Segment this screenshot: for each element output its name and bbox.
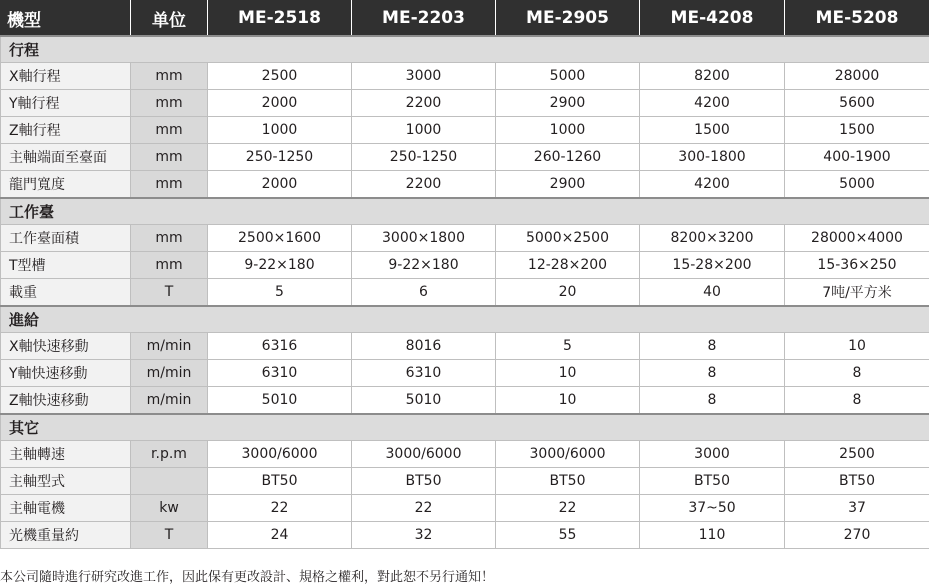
section-header-row	[1, 36, 929, 63]
value-cell: 2000	[208, 171, 352, 199]
value-cell: 1500	[640, 117, 785, 144]
row-unit: m/min	[131, 360, 208, 387]
row-unit: mm	[131, 90, 208, 117]
value-cell: 1000	[208, 117, 352, 144]
value-cell: 5600	[785, 90, 929, 117]
value-cell: 6310	[208, 360, 352, 387]
section-title: 進給	[1, 306, 929, 333]
section-title: 工作臺	[1, 198, 929, 225]
value-cell: 8	[640, 387, 785, 415]
value-cell: 20	[496, 279, 640, 307]
header-model-2: ME-2203	[352, 1, 496, 37]
table-row	[1, 441, 929, 468]
value-cell: 250-1250	[352, 144, 496, 171]
value-cell: 5010	[208, 387, 352, 415]
row-label: 工作臺面積	[1, 225, 131, 252]
value-cell: 260-1260	[496, 144, 640, 171]
value-cell: 6	[352, 279, 496, 307]
section-title: 其它	[1, 414, 929, 441]
value-cell: 8	[785, 387, 929, 415]
row-unit: r.p.m	[131, 441, 208, 468]
value-cell: 270	[785, 522, 929, 549]
value-cell: 4200	[640, 90, 785, 117]
value-cell: 22	[352, 495, 496, 522]
table-row	[1, 63, 929, 90]
table-row	[1, 144, 929, 171]
row-label: Z軸快速移動	[1, 387, 131, 415]
row-label: 主軸轉速	[1, 441, 131, 468]
value-cell: 5000×2500	[496, 225, 640, 252]
value-cell: 7吨/平方米	[785, 279, 929, 307]
section-header-row	[1, 414, 929, 441]
value-cell: 300-1800	[640, 144, 785, 171]
section-header-row	[1, 306, 929, 333]
value-cell: 9-22×180	[208, 252, 352, 279]
value-cell: 22	[496, 495, 640, 522]
value-cell: 28000	[785, 63, 929, 90]
value-cell: 32	[352, 522, 496, 549]
table-row	[1, 279, 929, 307]
header-unit-label: 单位	[131, 1, 208, 37]
value-cell: BT50	[208, 468, 352, 495]
table-row	[1, 495, 929, 522]
value-cell: 3000/6000	[208, 441, 352, 468]
table-row	[1, 117, 929, 144]
header-model-label: 機型	[1, 1, 131, 37]
row-unit: m/min	[131, 333, 208, 360]
value-cell: 40	[640, 279, 785, 307]
value-cell: 1500	[785, 117, 929, 144]
value-cell: 3000	[352, 63, 496, 90]
value-cell: 3000	[640, 441, 785, 468]
row-label: Y軸行程	[1, 90, 131, 117]
value-cell: 10	[496, 387, 640, 415]
row-unit: T	[131, 279, 208, 307]
header-model-4: ME-4208	[640, 1, 785, 37]
value-cell: 5	[208, 279, 352, 307]
row-unit: mm	[131, 144, 208, 171]
value-cell: 28000×4000	[785, 225, 929, 252]
value-cell: 22	[208, 495, 352, 522]
row-label: 主軸型式	[1, 468, 131, 495]
table-row	[1, 468, 929, 495]
value-cell: 1000	[352, 117, 496, 144]
table-row	[1, 360, 929, 387]
value-cell: 2500	[785, 441, 929, 468]
header-row	[1, 1, 929, 37]
row-unit: mm	[131, 252, 208, 279]
value-cell: BT50	[496, 468, 640, 495]
row-label: 主軸端面至臺面	[1, 144, 131, 171]
row-unit: mm	[131, 117, 208, 144]
value-cell: 8200	[640, 63, 785, 90]
value-cell: 3000×1800	[352, 225, 496, 252]
table-row	[1, 522, 929, 549]
value-cell: 2200	[352, 171, 496, 199]
value-cell: 8	[785, 360, 929, 387]
value-cell: BT50	[640, 468, 785, 495]
row-unit: kw	[131, 495, 208, 522]
row-unit: mm	[131, 171, 208, 199]
value-cell: 5010	[352, 387, 496, 415]
row-label: 主軸電機	[1, 495, 131, 522]
row-label: T型槽	[1, 252, 131, 279]
table-row	[1, 90, 929, 117]
value-cell: 2900	[496, 90, 640, 117]
value-cell: 9-22×180	[352, 252, 496, 279]
value-cell: 1000	[496, 117, 640, 144]
section-header-row	[1, 198, 929, 225]
row-unit: m/min	[131, 387, 208, 415]
value-cell: 8	[640, 333, 785, 360]
row-label: 光機重量約	[1, 522, 131, 549]
value-cell: 5000	[496, 63, 640, 90]
row-unit: T	[131, 522, 208, 549]
value-cell: 15-36×250	[785, 252, 929, 279]
header-model-5: ME-5208	[785, 1, 929, 37]
value-cell: 2900	[496, 171, 640, 199]
value-cell: 6316	[208, 333, 352, 360]
row-label: Y軸快速移動	[1, 360, 131, 387]
row-unit: mm	[131, 63, 208, 90]
value-cell: 3000/6000	[496, 441, 640, 468]
value-cell: 2000	[208, 90, 352, 117]
value-cell: 250-1250	[208, 144, 352, 171]
value-cell: 10	[785, 333, 929, 360]
value-cell: 8016	[352, 333, 496, 360]
value-cell: 8200×3200	[640, 225, 785, 252]
value-cell: 2500	[208, 63, 352, 90]
value-cell: 5	[496, 333, 640, 360]
table-row	[1, 252, 929, 279]
row-label: Z軸行程	[1, 117, 131, 144]
value-cell: BT50	[785, 468, 929, 495]
value-cell: 15-28×200	[640, 252, 785, 279]
value-cell: 2500×1600	[208, 225, 352, 252]
value-cell: 2200	[352, 90, 496, 117]
value-cell: 8	[640, 360, 785, 387]
table-row	[1, 387, 929, 415]
value-cell: 24	[208, 522, 352, 549]
header-model-1: ME-2518	[208, 1, 352, 37]
table-row	[1, 225, 929, 252]
row-unit	[131, 468, 208, 495]
value-cell: 55	[496, 522, 640, 549]
value-cell: 12-28×200	[496, 252, 640, 279]
footnote: 本公司隨時進行研究改進工作，因此保有更改設計、規格之權利，對此恕不另行通知！	[0, 566, 494, 585]
row-label: X軸快速移動	[1, 333, 131, 360]
row-label: 載重	[1, 279, 131, 307]
value-cell: BT50	[352, 468, 496, 495]
spec-body	[1, 36, 929, 549]
row-label: X軸行程	[1, 63, 131, 90]
value-cell: 37	[785, 495, 929, 522]
table-row	[1, 171, 929, 199]
value-cell: 37~50	[640, 495, 785, 522]
table-row	[1, 333, 929, 360]
value-cell: 110	[640, 522, 785, 549]
row-label: 龍門寬度	[1, 171, 131, 199]
header-model-3: ME-2905	[496, 1, 640, 37]
value-cell: 10	[496, 360, 640, 387]
value-cell: 3000/6000	[352, 441, 496, 468]
value-cell: 4200	[640, 171, 785, 199]
value-cell: 5000	[785, 171, 929, 199]
row-unit: mm	[131, 225, 208, 252]
section-title: 行程	[1, 36, 929, 63]
value-cell: 6310	[352, 360, 496, 387]
value-cell: 400-1900	[785, 144, 929, 171]
